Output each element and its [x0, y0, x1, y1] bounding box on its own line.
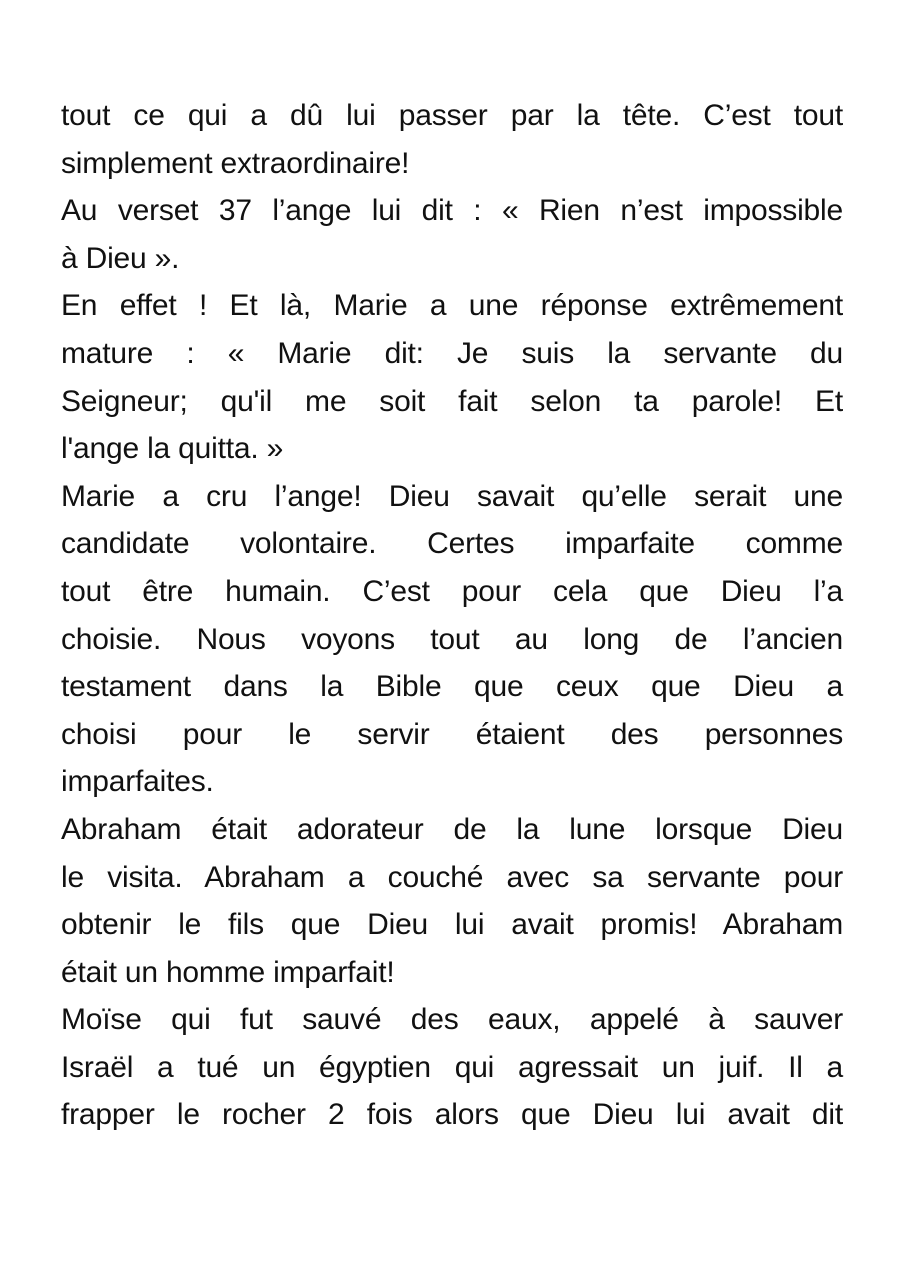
- text-line: était un homme imparfait!: [61, 955, 395, 989]
- paragraph: [61, 92, 843, 187]
- text-line: mature : « Marie dit: Je suis la servante du: [61, 336, 843, 370]
- text-line: Seigneur; qu'il me soit fait selon ta parole! Et: [61, 384, 843, 418]
- text-line: Au verset 37 l’ange lui dit : « Rien n’est impossible: [61, 194, 843, 228]
- text-line: tout être humain. C’est pour cela que Dieu l’a: [61, 574, 843, 608]
- text-line: Israël a tué un égyptien qui agressait un juif. Il a: [61, 1050, 843, 1084]
- paragraph: [61, 473, 843, 806]
- paragraph: [61, 282, 843, 472]
- text-line: Abraham était adorateur de la lune lorsque Dieu: [61, 812, 843, 846]
- text-line: Moïse qui fut sauvé des eaux, appelé à sauver: [61, 1003, 843, 1037]
- paragraph: [61, 187, 843, 282]
- paragraph: [61, 996, 843, 1139]
- text-line: choisie. Nous voyons tout au long de l’ancien: [61, 622, 843, 656]
- text-line: Marie a cru l’ange! Dieu savait qu’elle serait une: [61, 479, 843, 513]
- text-line: testament dans la Bible que ceux que Dieu a: [61, 670, 843, 704]
- text-line: l'ange la quitta. »: [61, 432, 284, 466]
- text-line: imparfaites.: [61, 765, 214, 799]
- text-line: simplement extraordinaire!: [61, 146, 410, 180]
- text-line: candidate volontaire. Certes imparfaite comme: [61, 527, 843, 561]
- text-line: choisi pour le servir étaient des personnes: [61, 717, 843, 751]
- paragraph: [61, 806, 843, 996]
- text-line: le visita. Abraham a couché avec sa servante pour: [61, 860, 843, 894]
- text-line: En effet ! Et là, Marie a une réponse extrêmement: [61, 289, 843, 323]
- text-line: frapper le rocher 2 fois alors que Dieu lui avait dit: [61, 1098, 843, 1132]
- document-page: [61, 92, 843, 1139]
- text-line: obtenir le fils que Dieu lui avait promis! Abraham: [61, 908, 843, 942]
- text-line: à Dieu ».: [61, 241, 180, 275]
- text-line: tout ce qui a dû lui passer par la tête. C’est tout: [61, 99, 843, 132]
